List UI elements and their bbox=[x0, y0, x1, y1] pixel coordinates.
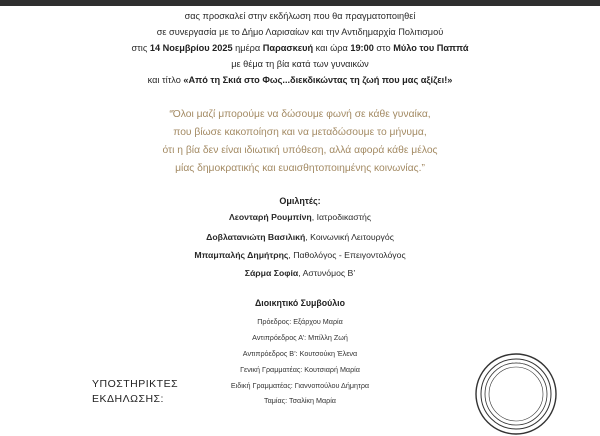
board-member: Πρόεδρος: Εξάρχου Μαρία bbox=[257, 317, 343, 326]
speaker-role: , Κοινωνική Λειτουργός bbox=[305, 232, 394, 242]
board-member: Αντιπρόεδρος Α’: Μπίλλη Ζωή bbox=[252, 333, 348, 342]
quote-line-2: που βίωσε κακοποίηση και να μεταδώσουμε το μήνυμα, bbox=[173, 127, 427, 138]
quote-line-1: “Όλοι μαζί μπορούμε να δώσουμε φωνή σε κάθε γυναίκα, bbox=[169, 109, 431, 120]
intro-text: και τίτλο bbox=[147, 75, 184, 85]
event-time: 19:00 bbox=[350, 43, 374, 53]
intro-line-1: σας προσκαλεί στην εκδήλωση που θα πραγματοποιηθεί bbox=[184, 11, 416, 21]
intro-line-5 bbox=[0, 74, 600, 86]
speaker-name: Μπαμπαλής Δημήτρης bbox=[194, 250, 289, 260]
speaker-role: , Παθολόγος - Επειγοντολόγος bbox=[288, 250, 406, 260]
event-date: 14 Νοεμβρίου 2025 bbox=[149, 43, 233, 53]
speaker-role: , Αστυνόμος Β’ bbox=[298, 268, 356, 278]
speaker-name: Δοβλατανιώτη Βασιλική bbox=[206, 232, 306, 242]
supporters-label: ΕΚΔΗΛΩΣΗΣ: bbox=[92, 393, 164, 405]
quote-line-4: μίας δημοκρατικής και ευαισθητοποιημένης κοινωνίας.” bbox=[175, 163, 425, 174]
board-member: Ταμίας: Τσαλίκη Μαρία bbox=[264, 396, 336, 405]
seal-logo bbox=[474, 352, 558, 436]
board-member: Αντιπρόεδρος Β’: Κουτσούκη Έλενα bbox=[242, 349, 358, 358]
supporters-label: ΥΠΟΣΤΗΡΙΚΤΕΣ bbox=[92, 378, 179, 390]
event-venue: Μύλο του Παππά bbox=[393, 43, 469, 53]
speaker-name: Λεονταρή Ρουμπίνη bbox=[228, 212, 312, 222]
intro-line-3 bbox=[0, 42, 600, 54]
board-member: Γενική Γραμματέας: Κουτσιαρή Μαρία bbox=[240, 365, 360, 374]
quote-line-3: ότι η βία δεν είναι ιδιωτική υπόθεση, αλλά αφορά κάθε μέλος bbox=[162, 145, 438, 156]
speaker-role: , Ιατροδικαστής bbox=[311, 212, 372, 222]
speaker-item bbox=[0, 250, 600, 260]
speakers-title: Ομιλητές: bbox=[279, 196, 321, 206]
intro-line-2: σε συνεργασία με το Δήμο Λαρισαίων και την Αντιδημαρχία Πολιτισμού bbox=[156, 27, 444, 37]
event-day: Παρασκευή bbox=[262, 43, 314, 53]
intro-text: στο bbox=[373, 43, 394, 53]
intro-text: και ώρα bbox=[313, 43, 351, 53]
intro-text: στις bbox=[131, 43, 150, 53]
speaker-item bbox=[0, 212, 600, 222]
intro-line-4: με θέμα τη βία κατά των γυναικών bbox=[231, 59, 369, 69]
board-title: Διοικητικό Συμβούλιο bbox=[254, 298, 346, 308]
board-member: Ειδική Γραμματέας: Γιαννοπούλου Δήμητρα bbox=[230, 381, 370, 390]
speaker-item bbox=[0, 268, 600, 278]
event-title: «Από τη Σκιά στο Φως...διεκδικώντας τη ζωή που μας αξίζει!» bbox=[183, 75, 453, 85]
speaker-name: Σάρμα Σοφία bbox=[244, 268, 299, 278]
top-border bbox=[0, 0, 600, 6]
speaker-item bbox=[0, 232, 600, 242]
intro-text: ημέρα bbox=[232, 43, 263, 53]
